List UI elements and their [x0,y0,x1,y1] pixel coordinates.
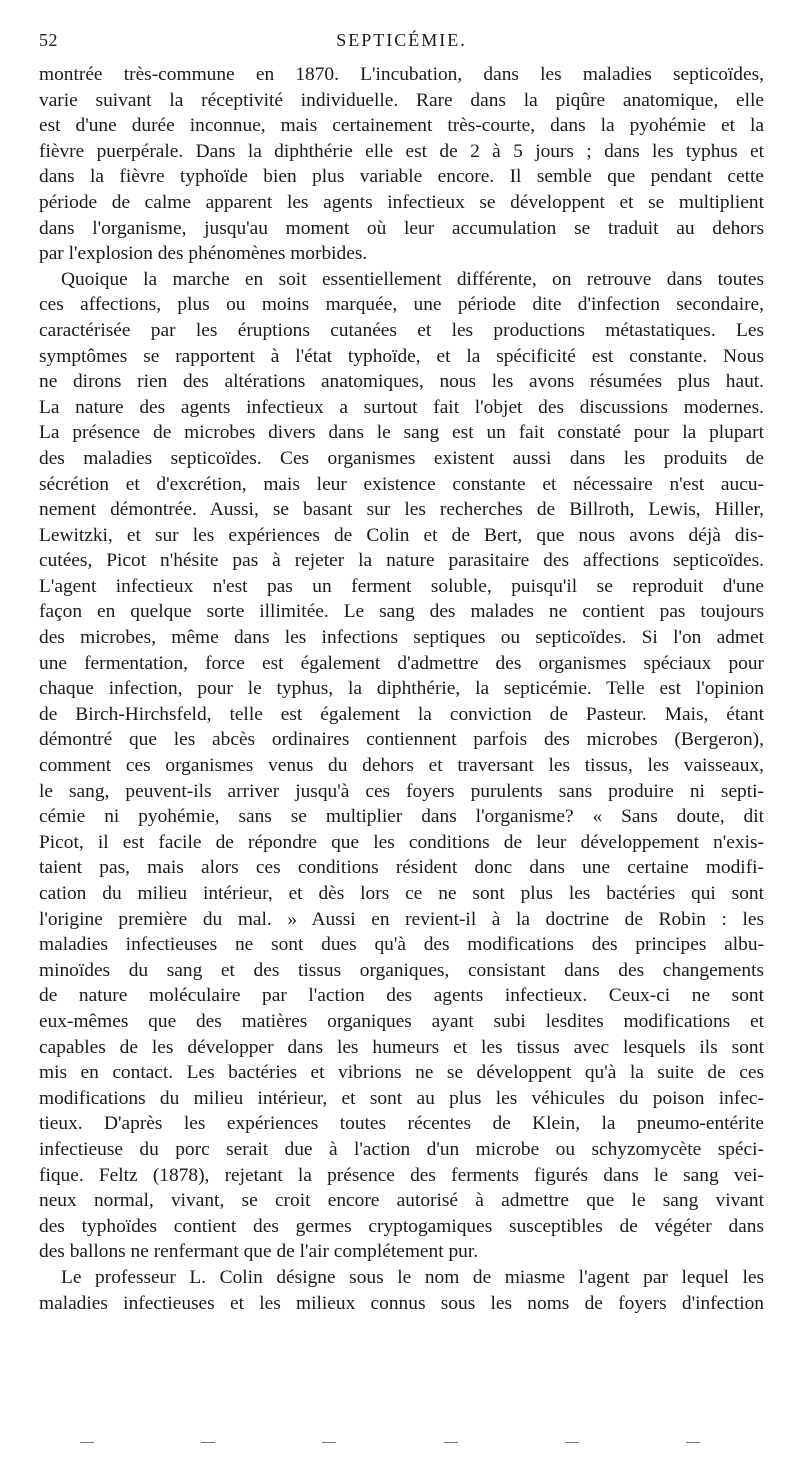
text-line: infectieuse du porc serait due à l'action d'un microbe ou schyzomycète spéci- [39,1138,764,1160]
text-line: de Birch-Hirchsfeld, telle est également la conviction de Pasteur. Mais, étant [39,703,764,725]
text-line: dans la fièvre typhoïde bien plus variable encore. Il semble que pendant cette [39,166,764,188]
paragraph [39,267,764,1265]
text-line: fique. Feltz (1878), rejetant la présence des ferments figurés dans le sang vei- [39,1164,764,1186]
text-line: une fermentation, force est également d'admettre des organismes spéciaux pour [39,652,764,674]
text-line: Quoique la marche en soit essentiellement différente, on retrouve dans toutes [61,268,764,290]
text-line: mis en contact. Les bactéries et vibrions ne se développent qu'à la suite de ces [39,1062,764,1084]
text-line: période de calme apparent les agents infectieux se développent et se multiplient [39,191,764,213]
paragraph [39,62,764,267]
text-line: varie suivant la réceptivité individuelle. Rare dans la piqûre anatomique, elle [39,89,764,111]
text-line: façon en quelque sorte illimitée. Le sang des malades ne contient pas toujours [39,601,764,623]
text-line: taient pas, mais alors ces conditions résident donc dans une certaine modifi- [39,857,764,879]
text-line: l'origine première du mal. » Aussi en revient-il à la doctrine de Robin : les [39,908,764,930]
text-line: chaque infection, pour le typhus, la diphthérie, la septicémie. Telle est l'opinion [39,678,764,700]
book-page [39,30,764,1316]
text-line: La nature des agents infectieux a surtout fait l'objet des discussions modernes. [39,396,764,418]
text-line: est d'une durée inconnue, mais certainement très-courte, dans la pyohémie et la [39,115,764,137]
text-line: cutées, Picot n'hésite pas à rejeter la nature parasitaire des affections septicoïdes. [39,550,764,572]
text-line: fièvre puerpérale. Dans la diphthérie elle est de 2 à 5 jours ; dans les typhus et [39,140,764,162]
text-line: maladies infectieuses ne sont dues qu'à des modifications des principes albu- [39,934,764,956]
running-head [39,30,764,56]
body-text [39,62,764,1316]
text-line: tieux. D'après les expériences toutes récentes de Klein, la pneumo-entérite [39,1113,764,1135]
text-line: des typhoïdes contient des germes cryptogamiques susceptibles de végéter dans [39,1215,764,1237]
text-line: eux-mêmes que des matières organiques ayant subi lesdites modifications et [39,1010,764,1032]
text-line: caractérisée par les éruptions cutanées et les productions métastatiques. Les [39,319,764,341]
text-line: le sang, peuvent-ils arriver jusqu'à ces foyers purulents sans produire ni septi- [39,780,764,802]
text-line: des maladies septicoïdes. Ces organismes existent aussi dans les produits de [39,447,764,469]
text-line: Le professeur L. Colin désigne sous le nom de miasme l'agent par lequel les [61,1266,764,1288]
text-line: Picot, il est facile de répondre que les conditions de leur développement n'exis- [39,831,764,853]
text-line: par l'explosion des phénomènes morbides. [39,243,368,265]
text-line: capables de les développer dans les humeurs et les tissus avec lesquels ils sont [39,1036,764,1058]
text-line: La présence de microbes divers dans le sang est un fait constaté pour la plupart [39,422,764,444]
running-title: SEPTICÉMIE. [336,30,467,50]
text-line: Lewitzki, et sur les expériences de Colin et de Bert, que nous avons déjà dis- [39,524,764,546]
text-line: démontré que les abcès ordinaires contiennent parfois des microbes (Bergeron), [39,729,764,751]
text-line: neux normal, vivant, se croit encore autorisé à admettre que le sang vivant [39,1190,764,1212]
text-line: sécrétion et d'excrétion, mais leur existence constante et nécessaire n'est aucu- [39,473,764,495]
text-line: L'agent infectieux n'est pas un ferment soluble, puisqu'il se reproduit d'une [39,575,764,597]
text-line: modifications du milieu intérieur, et sont au plus les véhicules du poison infec- [39,1087,764,1109]
paragraph [39,1265,764,1316]
text-line: montrée très-commune en 1870. L'incubation, dans les maladies septicoïdes, [39,64,764,85]
text-line: symptômes se rapportent à l'état typhoïde, et la spécificité est constante. Nous [39,345,764,367]
text-line: de nature moléculaire par l'action des agents infectieux. Ceux-ci ne sont [39,985,764,1007]
text-line: des ballons ne renfermant que de l'air complétement pur. [39,1241,479,1263]
text-line: minoïdes du sang et des tissus organiques, consistant dans des changements [39,959,764,981]
text-line: ces affections, plus ou moins marquée, une période dite d'infection secondaire, [39,294,764,316]
text-line: nement démontrée. Aussi, se basant sur les recherches de Billroth, Lewis, Hiller, [39,499,764,521]
text-line: dans l'organisme, jusqu'au moment où leur accumulation se traduit au dehors [39,217,764,239]
text-line: maladies infectieuses et les milieux connus sous les noms de foyers d'infection [39,1292,764,1314]
page-number: 52 [39,30,58,50]
footer-print-marks [80,1442,700,1446]
text-line: des microbes, même dans les infections septiques ou septicoïdes. Si l'on admet [39,627,764,649]
text-line: cation du milieu intérieur, et dès lors ce ne sont plus les bactéries qui sont [39,883,764,904]
text-line: cémie ni pyohémie, sans se multiplier dans l'organisme? « Sans doute, dit [39,806,764,828]
text-line: comment ces organismes venus du dehors et traversant les tissus, les vaisseaux, [39,755,764,777]
text-line: ne dirons rien des altérations anatomiques, nous les avons résumées plus haut. [39,371,764,393]
